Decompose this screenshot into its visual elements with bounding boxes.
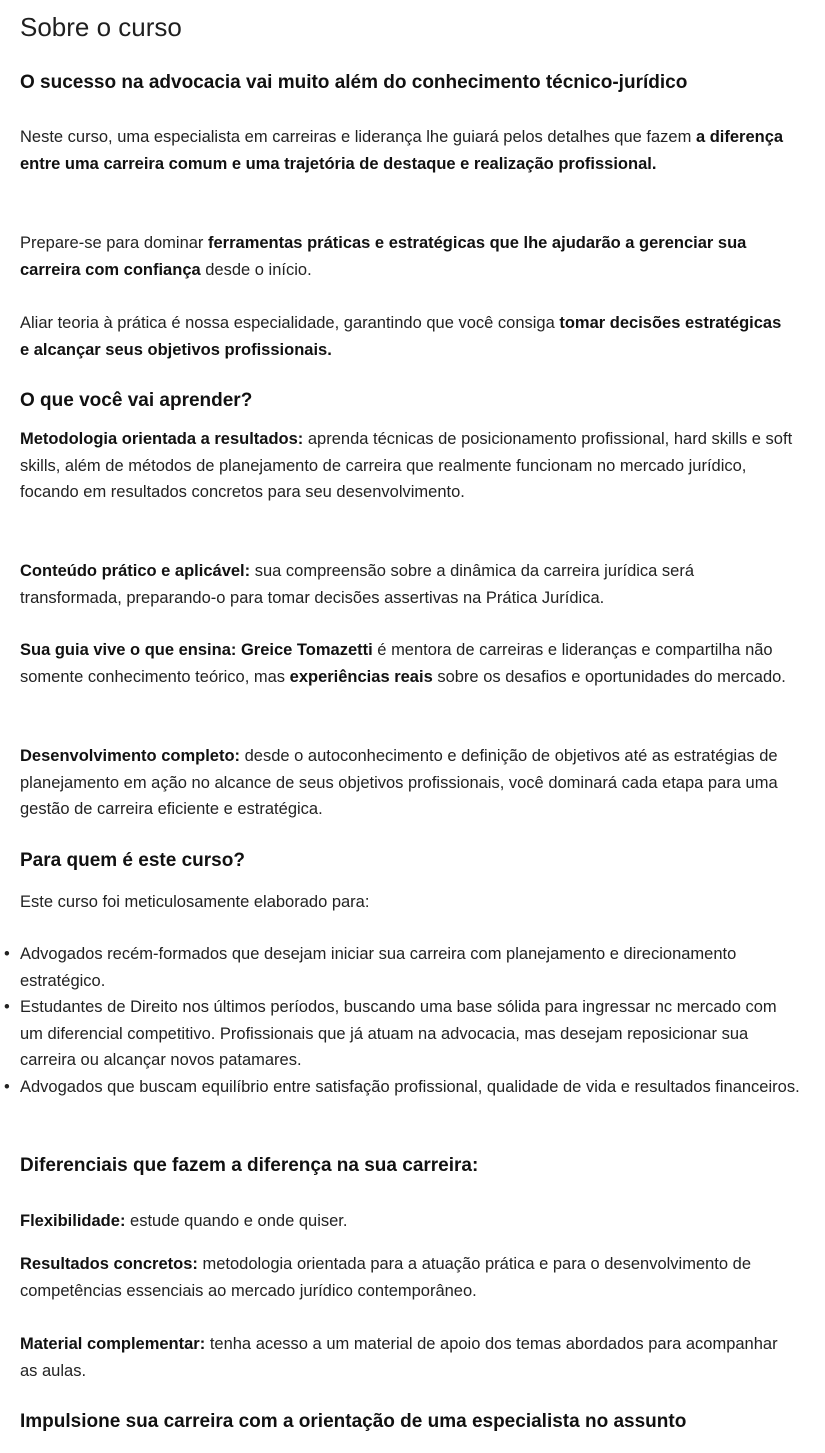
- intro-bold: ferramentas práticas e estratégicas que lhe ajudarão a gerenciar sua carreira com confiança: [20, 234, 747, 279]
- learn-item: [20, 743, 795, 823]
- subtitle-heading: O sucesso na advocacia vai muito além do conhecimento técnico-jurídico: [20, 72, 688, 93]
- list-item-text: Estudantes de Direito nos últimos períodos, buscando uma base sólida para ingressar nc mercado com um diferencial competitivo. Profissionais que já atuam na advocacia, mas desejam reposicionar sua carreira ou alcançar novos patamares.: [20, 998, 777, 1069]
- learn-item: [20, 637, 795, 690]
- learn-item: [20, 426, 795, 506]
- learn-item-text: desde o autoconhecimento e definição de objetivos até as estratégias de planejamento em ação no alcance de seus objetivos profissionais, você dominará cada etapa para uma gestão de carreira eficiente e estratégica.: [20, 747, 778, 818]
- learn-item: [20, 558, 795, 611]
- list-item-text: Advogados que buscam equilíbrio entre satisfação profissional, qualidade de vida e resultados financeiros.: [20, 1077, 800, 1096]
- page-title: Sobre o curso: [20, 12, 182, 42]
- bullet-icon: •: [4, 945, 10, 963]
- learn-item-text: é mentora de carreiras e lideranças e compartilha não somente conhecimento teórico, mas: [20, 641, 773, 686]
- audience-lead: Este curso foi meticulosamente elaborado para:: [20, 893, 370, 911]
- list-item-text: Advogados recém-formados que desejam iniciar sua carreira com planejamento e direcionamento estratégico.: [20, 945, 737, 990]
- learn-item-title: Sua guia vive o que ensina: Greice Tomazetti: [20, 641, 373, 659]
- intro-text: Prepare-se para dominar: [20, 234, 209, 252]
- learn-item-text: sua compreensão sobre a dinâmica da carreira jurídica será transformada, preparando-o para tomar decisões assertivas na Prática Jurídica.: [20, 562, 695, 607]
- differentials-heading: Diferenciais que fazem a diferença na sua carreira:: [20, 1155, 479, 1176]
- intro-bold: tomar decisões estratégicas e alcançar seus objetivos profissionais.: [20, 314, 782, 359]
- learn-item-text: sobre os desafios e oportunidades do mercado.: [432, 667, 786, 686]
- learn-item-title: Desenvolvimento completo:: [20, 747, 241, 765]
- closing-heading: Impulsione sua carreira com a orientação de uma especialista no assunto: [20, 1411, 687, 1432]
- list-item: [4, 1074, 800, 1101]
- intro-bold: a diferença entre uma carreira comum e uma trajetória de destaque e realização profissional.: [20, 128, 784, 173]
- intro-paragraph-3: [20, 310, 795, 363]
- audience-heading: Para quem é este curso?: [20, 850, 245, 871]
- intro-text: desde o início.: [200, 260, 312, 279]
- intro-text: Aliar teoria à prática é nossa especialidade, garantindo que você consiga: [20, 314, 560, 332]
- differential-item: [20, 1251, 795, 1304]
- audience-list: [4, 941, 800, 1100]
- list-item: [4, 941, 800, 994]
- intro-paragraph-2: [20, 230, 795, 283]
- differential-text: metodologia orientada para a atuação prática e para o desenvolvimento de competências essenciais ao mercado jurídico contemporâneo.: [20, 1255, 751, 1300]
- differential-text: estude quando e onde quiser.: [125, 1212, 348, 1230]
- differential-text: tenha acesso a um material de apoio dos temas abordados para acompanhar as aulas.: [20, 1335, 778, 1380]
- differential-title: Material complementar:: [20, 1335, 206, 1353]
- list-item: [4, 994, 800, 1074]
- intro-paragraph-1: [20, 124, 795, 177]
- bullet-icon: •: [4, 1077, 10, 1096]
- differential-title: Resultados concretos:: [20, 1255, 198, 1273]
- differential-title: Flexibilidade:: [20, 1212, 126, 1230]
- differential-item: [20, 1208, 795, 1235]
- learn-item-title: Metodologia orientada a resultados:: [20, 430, 304, 448]
- learn-item-text: aprenda técnicas de posicionamento profissional, hard skills e soft skills, além de métodos de planejamento de carreira que realmente funcionam no mercado jurídico, focando em resultados concretos para seu desenvolvimento.: [20, 430, 793, 501]
- learn-item-highlight: experiências reais: [289, 667, 433, 686]
- learn-item-title: Conteúdo prático e aplicável:: [20, 562, 251, 580]
- differential-item: [20, 1331, 795, 1384]
- learn-heading: O que você vai aprender?: [20, 390, 253, 411]
- intro-text: Neste curso, uma especialista em carreiras e liderança lhe guiará pelos detalhes que fazem: [20, 128, 696, 146]
- bullet-icon: •: [4, 998, 10, 1016]
